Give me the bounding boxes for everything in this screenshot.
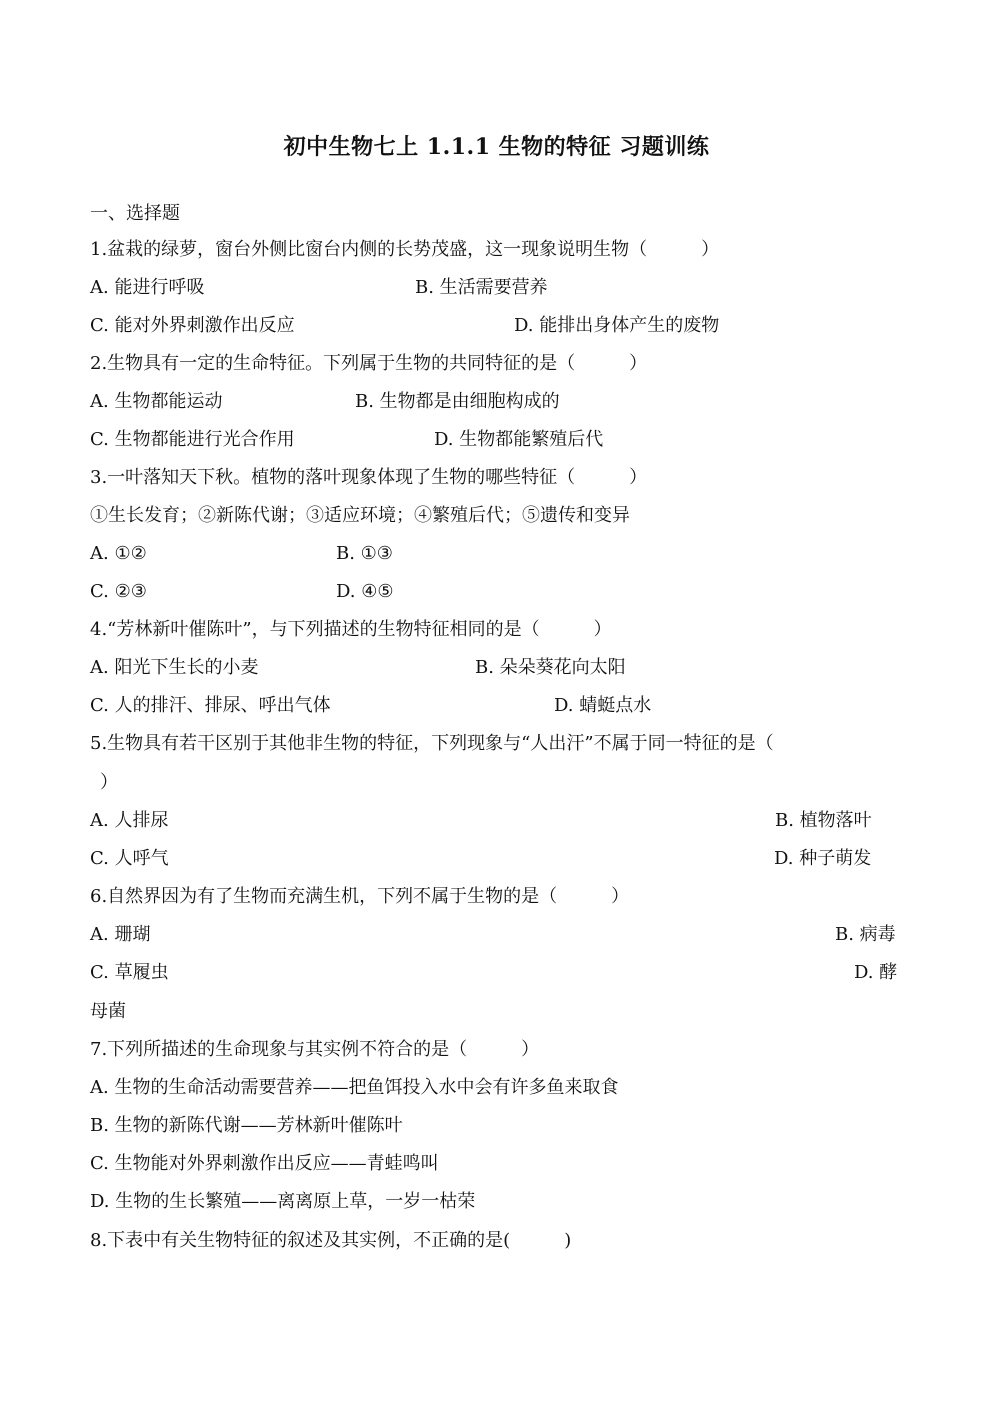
question-3-option-b: B. ①③ — [336, 543, 393, 564]
question-3-note: ①生长发育；②新陈代谢；③适应环境；④繁殖后代；⑤遗传和变异 — [90, 505, 630, 526]
question-4-stem: 4.“芳林新叶催陈叶”，与下列描述的生物特征相同的是（ ） — [90, 619, 612, 640]
question-8-stem: 8.下表中有关生物特征的叙述及其实例，不正确的是( ) — [90, 1230, 572, 1251]
question-6-option-b: B. 病毒 — [835, 924, 896, 945]
question-6-option-d: D. 酵 — [854, 962, 898, 983]
question-1-option-d: D. 能排出身体产生的废物 — [514, 315, 720, 336]
question-4-option-d: D. 蜻蜓点水 — [554, 695, 652, 716]
question-7-stem: 7.下列所描述的生命现象与其实例不符合的是（ ） — [90, 1039, 540, 1060]
question-5-option-d: D. 种子萌发 — [774, 848, 872, 869]
question-2-option-a: A. 生物都能运动 — [90, 391, 223, 412]
document-title: 初中生物七上 1.1.1 生物的特征 习题训练 — [283, 134, 710, 160]
section-heading: 一、选择题 — [90, 203, 180, 224]
question-7-option-a: A. 生物的生命活动需要营养——把鱼饵投入水中会有许多鱼来取食 — [90, 1077, 619, 1098]
question-4-option-c: C. 人的排汗、排尿、呼出气体 — [90, 695, 331, 716]
question-1-option-a: A. 能进行呼吸 — [90, 277, 205, 298]
question-5-option-a: A. 人排尿 — [90, 810, 169, 831]
question-1-stem: 1.盆栽的绿萝，窗台外侧比窗台内侧的长势茂盛，这一现象说明生物（ ） — [90, 239, 720, 260]
question-2-option-d: D. 生物都能繁殖后代 — [434, 429, 604, 450]
question-2-stem: 2.生物具有一定的生命特征。下列属于生物的共同特征的是（ ） — [90, 353, 648, 374]
question-3-option-a: A. ①② — [90, 543, 147, 564]
question-7-option-d: D. 生物的生长繁殖——离离原上草，一岁一枯荣 — [90, 1191, 476, 1212]
question-5-option-b: B. 植物落叶 — [775, 810, 872, 831]
question-1-option-c: C. 能对外界刺激作出反应 — [90, 315, 295, 336]
question-3-option-c: C. ②③ — [90, 581, 147, 602]
question-7-option-c: C. 生物能对外界刺激作出反应——青蛙鸣叫 — [90, 1153, 439, 1174]
question-4-option-a: A. 阳光下生长的小麦 — [90, 657, 259, 678]
question-2-option-c: C. 生物都能进行光合作用 — [90, 429, 295, 450]
question-5-option-c: C. 人呼气 — [90, 848, 169, 869]
question-6-stem: 6.自然界因为有了生物而充满生机，下列不属于生物的是（ ） — [90, 886, 630, 907]
question-6-option-c: C. 草履虫 — [90, 962, 169, 983]
question-4-option-b: B. 朵朵葵花向太阳 — [475, 657, 626, 678]
question-7-option-b: B. 生物的新陈代谢——芳林新叶催陈叶 — [90, 1115, 403, 1136]
question-2-option-b: B. 生物都是由细胞构成的 — [355, 391, 560, 412]
question-6-option-d-continuation: 母菌 — [90, 1001, 126, 1022]
question-6-option-a: A. 珊瑚 — [90, 924, 151, 945]
question-5-stem: 5.生物具有若干区别于其他非生物的特征，下列现象与“人出汗”不属于同一特征的是（ — [90, 733, 774, 754]
question-3-option-d: D. ④⑤ — [336, 581, 394, 602]
question-3-stem: 3.一叶落知天下秋。植物的落叶现象体现了生物的哪些特征（ ） — [90, 467, 648, 488]
question-5-stem-continuation: ） — [100, 772, 118, 793]
question-1-option-b: B. 生活需要营养 — [415, 277, 548, 298]
